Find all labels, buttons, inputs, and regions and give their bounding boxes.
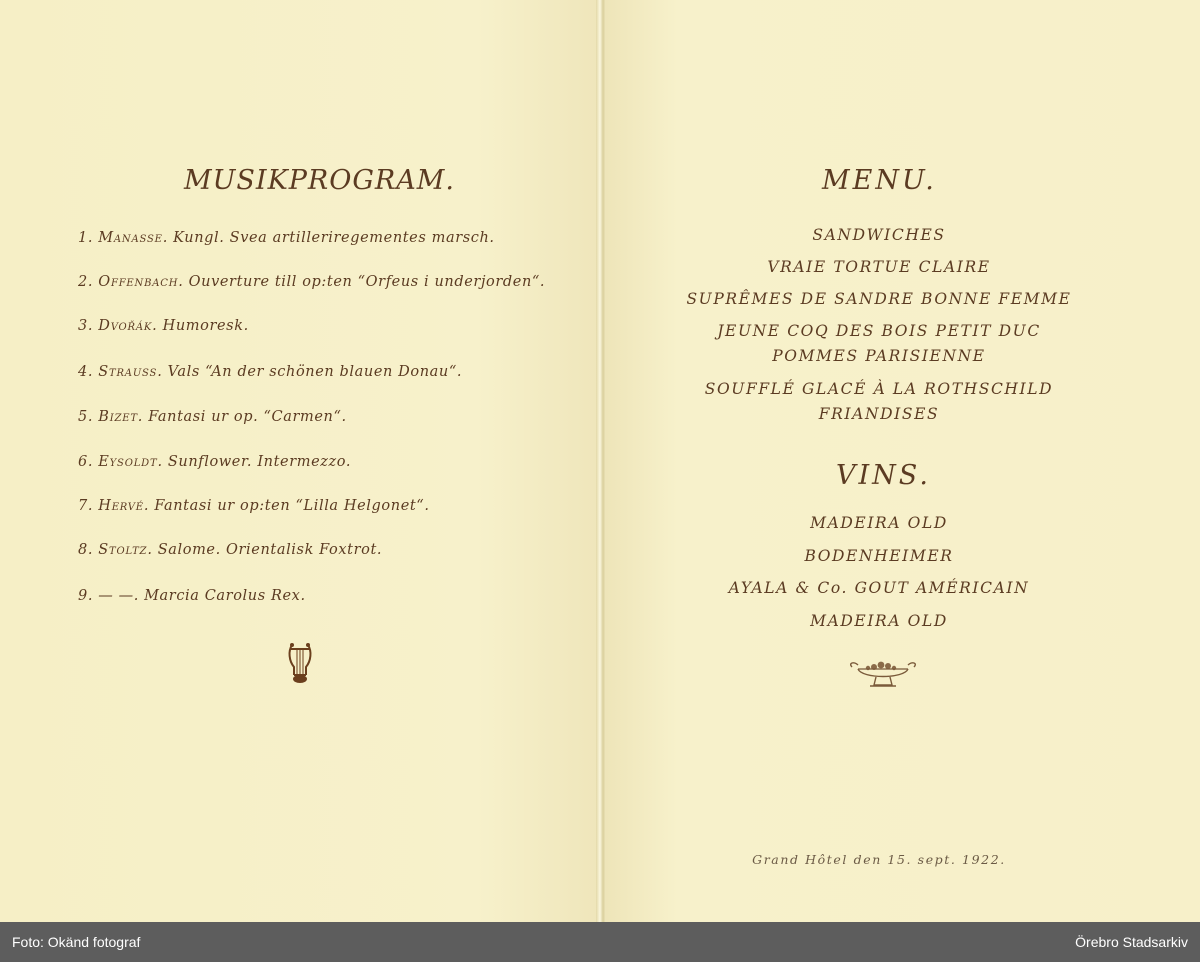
menu-item: JEUNE COQ DES BOIS PETIT DUC [717, 322, 1041, 340]
menu-item: SUPRÊMES DE SANDRE BONNE FEMME [686, 290, 1072, 308]
program-item-composer: Strauss [98, 364, 158, 380]
lyre-icon [286, 641, 314, 685]
wine-item: MADEIRA OLD [810, 612, 948, 630]
program-title: MUSIKPROGRAM. [184, 165, 455, 196]
program-item-composer: — — [98, 588, 134, 604]
caption-bar [0, 922, 1200, 962]
program-item-number: 4. [78, 364, 94, 380]
menu-item: POMMES PARISIENNE [772, 347, 986, 365]
program-item [78, 409, 347, 425]
menu-item: VRAIE TORTUE CLAIRE [767, 258, 991, 276]
wines-title: VINS. [836, 460, 931, 491]
wine-item: MADEIRA OLD [810, 514, 948, 532]
program-item-text: . Ouverture till op:ten “Orfeus i underjorden“. [178, 274, 546, 290]
program-item-text: . Fantasi ur op:ten “Lilla Helgonet“. [143, 498, 430, 514]
program-item-composer: Manasse [98, 230, 163, 246]
program-item [78, 588, 306, 604]
wine-item: BODENHEIMER [804, 547, 954, 565]
program-item-composer: Bizet [98, 409, 138, 425]
program-item [78, 318, 249, 334]
program-item [78, 364, 462, 380]
photographer-credit: Foto: Okänd fotograf [12, 934, 141, 950]
archive-credit: Örebro Stadsarkiv [1075, 934, 1188, 950]
menu-item: FRIANDISES [818, 405, 940, 423]
program-item [78, 454, 351, 470]
program-item-composer: Offenbach [98, 274, 179, 290]
program-item-composer: Eysoldt [98, 454, 158, 470]
program-item-composer: Stoltz [98, 542, 148, 558]
program-item [78, 542, 382, 558]
program-item-text: . Fantasi ur op. “Carmen“. [137, 409, 347, 425]
program-item-composer: Hervé [98, 498, 144, 514]
program-item-number: 3. [78, 318, 94, 334]
program-item-text: . Humoresk. [152, 318, 249, 334]
program-item-text: . Vals “An der schönen blauen Donau“. [157, 364, 463, 380]
center-fold [596, 0, 606, 922]
menu-item: SANDWICHES [812, 226, 946, 244]
program-item-text: . Salome. Orientalisk Foxtrot. [147, 542, 383, 558]
program-item-number: 5. [78, 409, 94, 425]
urn-icon [848, 659, 918, 689]
program-item [78, 498, 430, 514]
program-item-text: . Marcia Carolus Rex. [133, 588, 306, 604]
program-item-number: 2. [78, 274, 94, 290]
program-item-text: . Kungl. Svea artilleriregementes marsch. [162, 230, 495, 246]
program-item-number: 9. [78, 588, 94, 604]
wine-item: AYALA & Co. GOUT AMÉRICAIN [728, 579, 1030, 597]
menu-footer-note: Grand Hôtel den 15. sept. 1922. [752, 852, 1006, 867]
menu-title: MENU. [822, 165, 937, 196]
program-item-number: 6. [78, 454, 94, 470]
program-item-number: 8. [78, 542, 94, 558]
program-item-number: 7. [78, 498, 94, 514]
program-item-number: 1. [78, 230, 94, 246]
menu-item: SOUFFLÉ GLACÉ À LA ROTHSCHILD [704, 380, 1054, 398]
program-item-composer: Dvořák [98, 318, 153, 334]
program-item [78, 230, 495, 246]
program-item-text: . Sunflower. Intermezzo. [157, 454, 352, 470]
program-item [78, 274, 545, 290]
